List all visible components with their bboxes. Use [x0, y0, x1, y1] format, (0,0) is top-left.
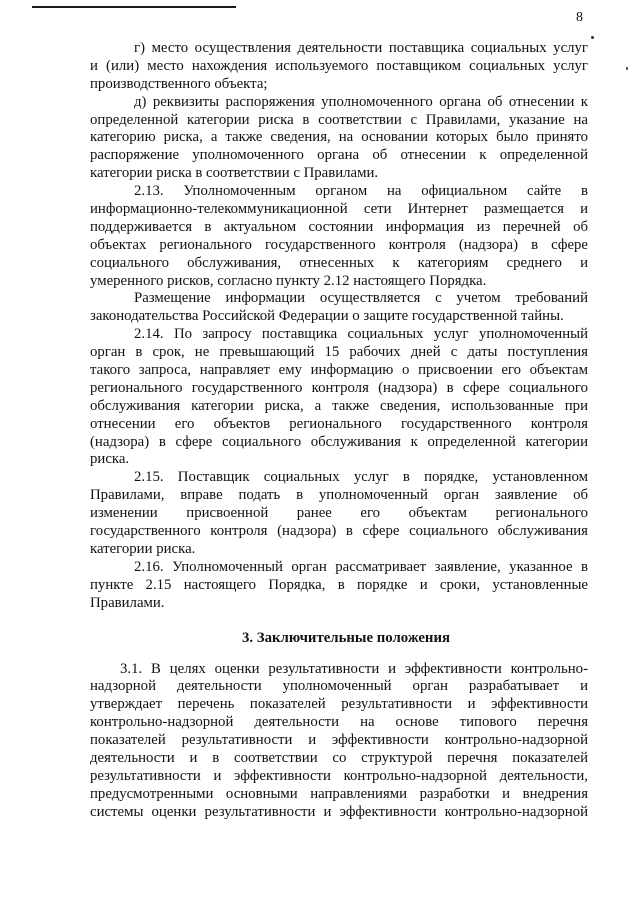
text-line: показателей результативности и эффективности контрольно-надзорной	[90, 732, 588, 749]
text-line: контрольно-надзорной деятельности на основе типового перечня	[90, 714, 588, 731]
text-line: 2.15. Поставщик социальных услуг в порядке, установленном	[134, 469, 588, 486]
text-line: Правилами, вправе подать в уполномоченный орган заявление об	[90, 487, 588, 504]
scan-speck	[591, 36, 594, 39]
text-line: 2.13. Уполномоченным органом на официальном сайте в	[134, 183, 588, 200]
text-line: такого запроса, направляет ему информацию о присвоении его объектам	[90, 362, 588, 379]
text-line: изменении присвоенной ранее его объектам регионального	[90, 505, 588, 522]
text-line: распоряжение уполномоченного органа об отнесении к определенной	[90, 147, 588, 164]
text-line: категорию риска, а также сведения, на основании которых было принято	[90, 129, 588, 146]
text-line: информационно-телекоммуникационной сети Интернет размещается и	[90, 201, 588, 218]
header-rule	[32, 6, 236, 8]
text-line: деятельности и в соответствии со структурой перечня показателей	[90, 749, 588, 766]
text-line: пункте 2.15 настоящего Порядка, в порядке и сроки, установленные	[90, 576, 588, 593]
page-number: 8	[576, 10, 583, 25]
text-line: умеренного рисков, согласно пункту 2.12 настоящего Порядка.	[90, 272, 487, 289]
scan-speck	[626, 67, 628, 70]
text-line: 2.16. Уполномоченный орган рассматривает заявление, указанное в	[134, 558, 588, 575]
text-line: системы оценки результативности и эффективности контрольно-надзорной	[90, 803, 588, 820]
text-line: 3.1. В целях оценки результативности и эффективности контрольно-	[120, 660, 588, 677]
text-line: категории риска в соответствии с Правилами.	[90, 165, 379, 182]
text-line: отнесении его объектов регионального государственного контроля	[90, 415, 588, 432]
text-line: (надзора) в сфере социального обслуживания к определенной категории	[90, 433, 588, 450]
text-line: регионального государственного контроля (надзора) в сфере социального	[90, 379, 588, 396]
text-line: надзорной деятельности уполномоченный орган разрабатывает и	[90, 678, 588, 695]
text-line: утверждает перечень показателей результативности и эффективности	[90, 696, 588, 713]
text-line: социального обслуживания, отнесенных к категориям среднего и	[90, 254, 588, 271]
text-line: поддерживается в актуальном состоянии информация из перечней об	[90, 218, 588, 235]
text-line: законодательства Российской Федерации о защите государственной тайны.	[90, 308, 564, 325]
text-line: и (или) место нахождения используемого поставщиком социальных услуг	[90, 57, 588, 74]
text-line: Размещение информации осуществляется с учетом требований	[134, 290, 588, 307]
text-line: 2.14. По запросу поставщика социальных услуг уполномоченный	[134, 326, 588, 343]
section-heading: 3. Заключительные положения	[242, 629, 450, 646]
text-line: объектах регионального государственного контроля (надзора) в сфере	[90, 236, 588, 253]
text-line: категории риска.	[90, 540, 196, 557]
text-line: государственного контроля (надзора) в сфере социального обслуживания	[90, 523, 588, 540]
text-line: предусмотренными основными направлениями разработки и внедрения	[90, 785, 588, 802]
text-line: риска.	[90, 451, 130, 468]
text-line: результативности и эффективности контрольно-надзорной деятельности,	[90, 767, 588, 784]
text-line: д) реквизиты распоряжения уполномоченного органа об отнесении к	[134, 93, 588, 110]
text-line: г) место осуществления деятельности поставщика социальных услуг	[134, 40, 588, 56]
text-line: Правилами.	[90, 594, 165, 611]
text-line: производственного объекта;	[90, 75, 268, 92]
text-line: обслуживания категории риска, а также сведения, использованные при	[90, 397, 588, 414]
text-line: определенной категории риска в соответствии с Правилами, указание на	[90, 111, 588, 128]
text-line: орган в срок, не превышающий 15 рабочих дней с даты поступления	[90, 344, 588, 361]
document-body	[90, 40, 588, 822]
